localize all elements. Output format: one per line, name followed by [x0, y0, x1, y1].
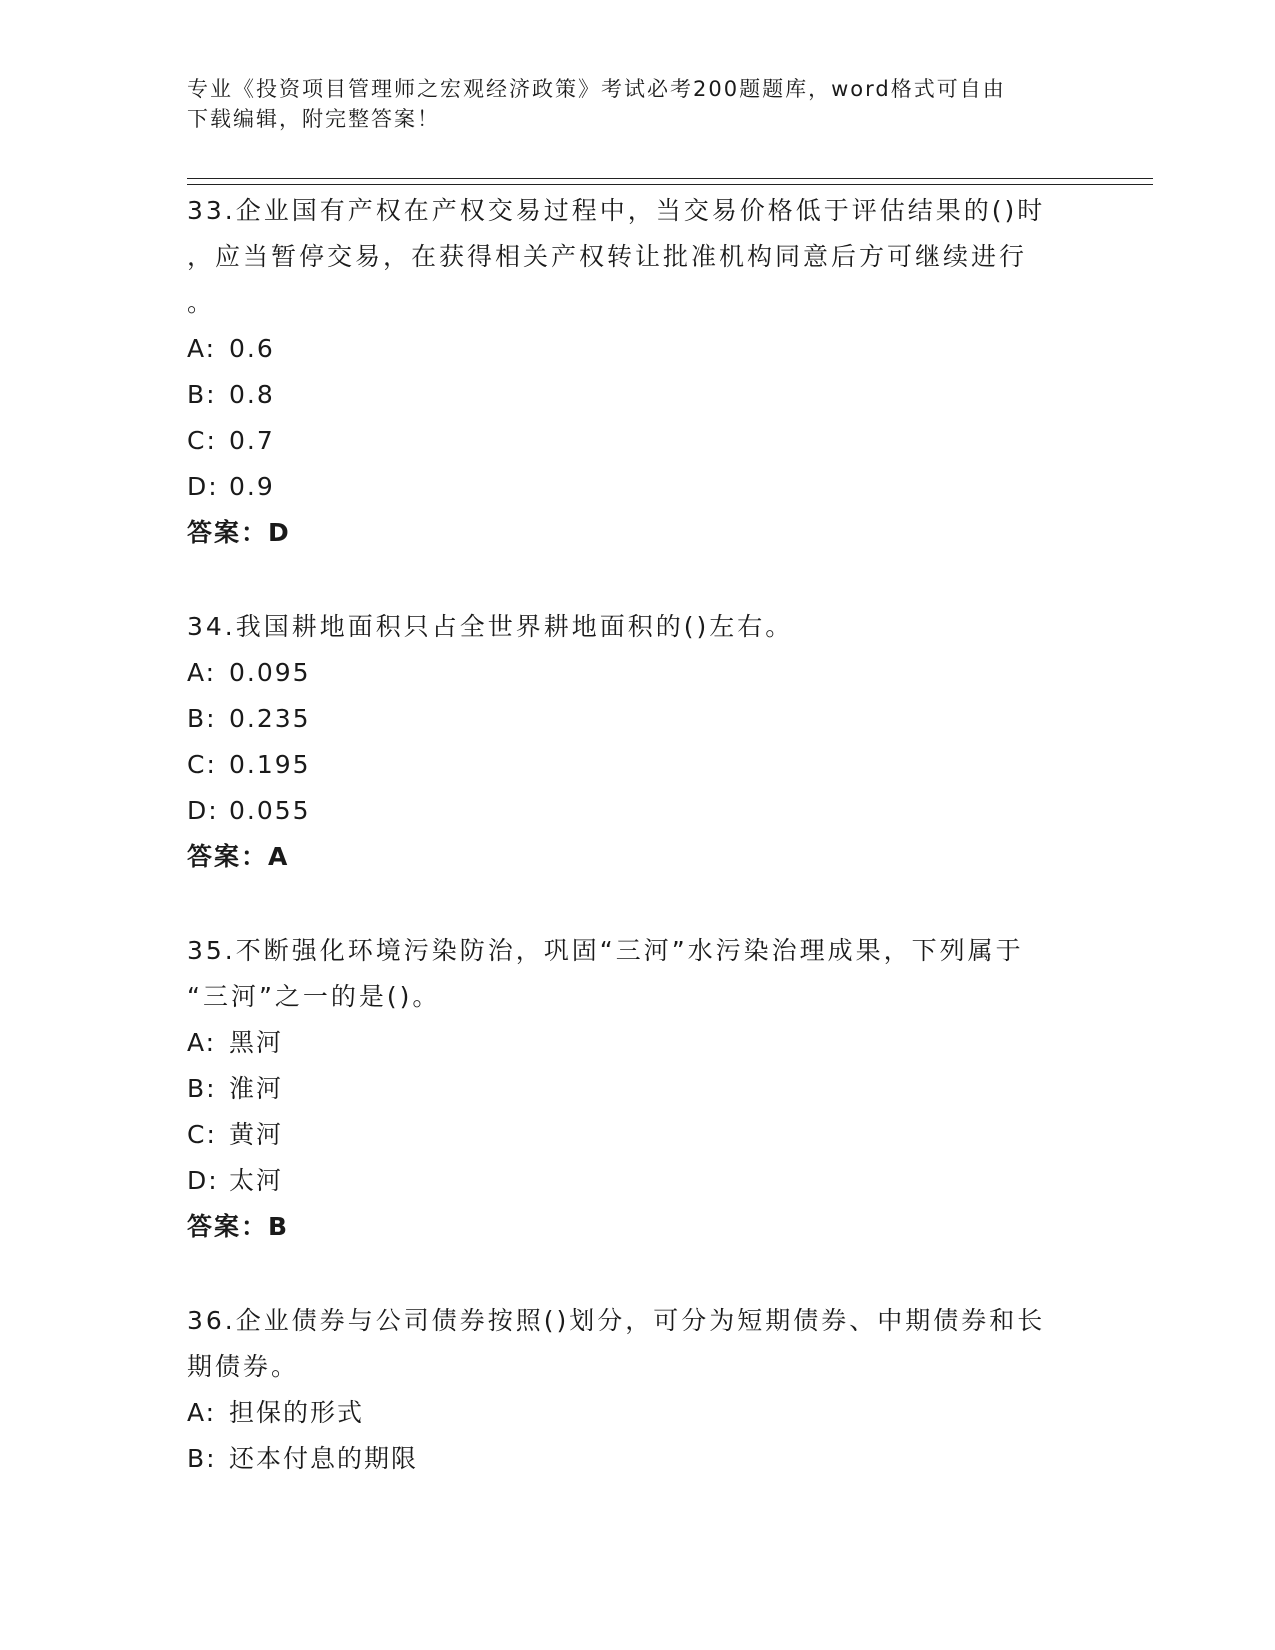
question-spacer — [187, 1250, 1087, 1298]
option-label: D: — [187, 796, 219, 825]
option-text: 淮河 — [229, 1074, 284, 1103]
option-a — [187, 1390, 1087, 1436]
option-label: A: — [187, 334, 217, 363]
option-label: A: — [187, 1028, 217, 1057]
option-label: C: — [187, 750, 217, 779]
header-line-1: 专业《投资项目管理师之宏观经济政策》考试必考200题题库，word格式可自由 — [187, 77, 1006, 101]
option-text: 0.235 — [229, 704, 311, 733]
option-c — [187, 1112, 1087, 1158]
header-line-2: 下载编辑，附完整答案！ — [187, 107, 440, 131]
option-c — [187, 742, 1087, 788]
header-rule-top — [187, 178, 1153, 179]
question-text-line: 。 — [187, 288, 216, 317]
option-b — [187, 1436, 1087, 1482]
option-text: 担保的形式 — [229, 1398, 365, 1427]
option-b — [187, 1066, 1087, 1112]
header-rule-bottom — [187, 184, 1153, 185]
question-text-line: ，应当暂停交易，在获得相关产权转让批准机构同意后方可继续进行 — [187, 242, 1028, 271]
option-label: B: — [187, 1444, 217, 1473]
option-text: 太河 — [229, 1166, 284, 1195]
option-c — [187, 418, 1087, 464]
option-text: 黑河 — [229, 1028, 284, 1057]
question-35 — [187, 928, 1087, 1250]
question-text-line: 35.不断强化环境污染防治，巩固“三河”水污染治理成果，下列属于 — [187, 936, 1024, 965]
option-label: B: — [187, 704, 217, 733]
option-label: A: — [187, 658, 217, 687]
question-text-line: “三河”之一的是()。 — [187, 982, 441, 1011]
option-text: 黄河 — [229, 1120, 284, 1149]
answer: 答案：B — [187, 1212, 290, 1241]
question-text-line: 33.企业国有产权在产权交易过程中，当交易价格低于评估结果的()时 — [187, 196, 1046, 225]
option-a — [187, 650, 1087, 696]
option-label: C: — [187, 426, 217, 455]
option-d — [187, 1158, 1087, 1204]
option-text: 0.7 — [229, 426, 275, 455]
question-spacer — [187, 880, 1087, 928]
question-33 — [187, 188, 1087, 556]
option-label: D: — [187, 1166, 219, 1195]
question-spacer — [187, 556, 1087, 604]
option-text: 0.9 — [229, 472, 275, 501]
option-text: 0.8 — [229, 380, 275, 409]
option-a — [187, 1020, 1087, 1066]
option-label: C: — [187, 1120, 217, 1149]
question-text-line: 期债券。 — [187, 1352, 300, 1381]
option-text: 0.6 — [229, 334, 275, 363]
option-d — [187, 464, 1087, 510]
option-label: B: — [187, 1074, 217, 1103]
option-b — [187, 696, 1087, 742]
question-list — [187, 188, 1087, 1482]
document-header — [187, 74, 1067, 134]
option-b — [187, 372, 1087, 418]
question-text-line: 36.企业债券与公司债券按照()划分，可分为短期债券、中期债券和长 — [187, 1306, 1046, 1335]
option-text: 还本付息的期限 — [229, 1444, 419, 1473]
option-text: 0.195 — [229, 750, 311, 779]
question-34 — [187, 604, 1087, 880]
answer: 答案：D — [187, 518, 291, 547]
option-label: D: — [187, 472, 219, 501]
option-text: 0.095 — [229, 658, 311, 687]
option-a — [187, 326, 1087, 372]
question-text-line: 34.我国耕地面积只占全世界耕地面积的()左右。 — [187, 612, 794, 641]
question-36 — [187, 1298, 1087, 1482]
option-label: B: — [187, 380, 217, 409]
option-d — [187, 788, 1087, 834]
option-text: 0.055 — [229, 796, 311, 825]
option-label: A: — [187, 1398, 217, 1427]
answer: 答案：A — [187, 842, 290, 871]
